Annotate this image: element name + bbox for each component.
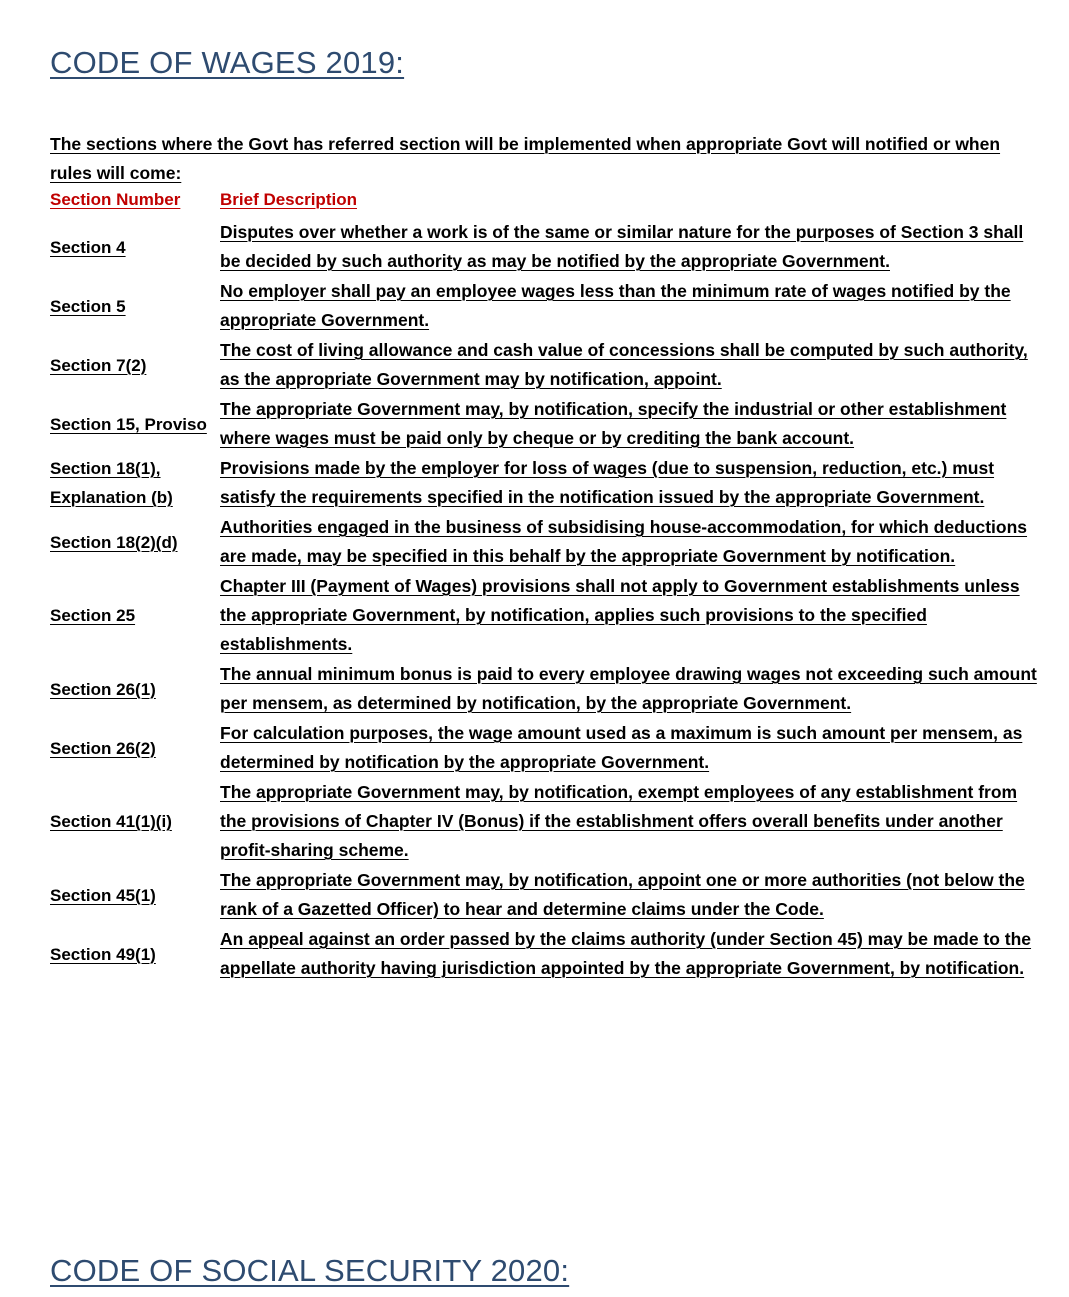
table-row bbox=[50, 277, 1040, 335]
table-row bbox=[50, 660, 1040, 718]
intro-text: The sections where the Govt has referred section will be implemented when appropriate Govt will notified or when rules will come: bbox=[50, 133, 1001, 183]
table-row bbox=[50, 336, 1040, 394]
section-number-text: Section 18(2)(d) bbox=[50, 532, 178, 552]
cell-section-number bbox=[50, 292, 220, 321]
table-row bbox=[50, 218, 1040, 276]
table-row bbox=[50, 866, 1040, 924]
cell-brief-description bbox=[220, 336, 1040, 394]
brief-description-text: The annual minimum bonus is paid to every employee drawing wages not exceeding such amount per mensem, as determined by notification, by the appropriate Government. bbox=[220, 664, 1037, 713]
cell-brief-description bbox=[220, 925, 1040, 983]
table-row bbox=[50, 778, 1040, 865]
section-number-text: Section 41(1)(i) bbox=[50, 812, 172, 831]
table-row bbox=[50, 395, 1040, 453]
table-row bbox=[50, 454, 1040, 512]
page-title-code-of-wages: CODE OF WAGES 2019: bbox=[50, 44, 405, 80]
brief-description-text: Disputes over whether a work is of the same or similar nature for the purposes of Section 3 shall be decided by such authority as may be notified by the appropriate Government. bbox=[220, 222, 1024, 271]
brief-description-text: No employer shall pay an employee wages less than the minimum rate of wages notified by the appropriate Government. bbox=[220, 281, 1011, 330]
cell-section-number bbox=[50, 454, 220, 512]
section-number-text: Section 26(2) bbox=[50, 738, 156, 758]
section-number-text: Section 26(1) bbox=[50, 679, 156, 699]
section-number-text: Section 15, Proviso bbox=[50, 414, 207, 434]
cell-brief-description bbox=[220, 778, 1040, 865]
table-row bbox=[50, 572, 1040, 659]
cell-section-number bbox=[50, 940, 220, 969]
brief-description-text: Provisions made by the employer for loss of wages (due to suspension, reduction, etc.) must satisfy the requirements specified in the notification issued by the appropriate Government. bbox=[220, 458, 995, 507]
intro-paragraph bbox=[50, 130, 1038, 188]
table-header-row bbox=[50, 188, 1040, 212]
table-row bbox=[50, 719, 1040, 777]
brief-description-text: The appropriate Government may, by notification, specify the industrial or other establishment where wages must be paid only by cheque or by crediting the bank account. bbox=[220, 399, 1007, 448]
cell-section-number bbox=[50, 881, 220, 910]
brief-description-text: An appeal against an order passed by the claims authority (under Section 45) may be made to the appellate authority having jurisdiction appointed by the appropriate Government, by notification. bbox=[220, 929, 1032, 978]
brief-description-text: The appropriate Government may, by notification, appoint one or more authorities (not below the rank of a Gazetted Officer) to hear and determine claims under the Code. bbox=[220, 870, 1025, 919]
page-title-code-of-social-security: CODE OF SOCIAL SECURITY 2020: bbox=[50, 1252, 570, 1288]
section-number-text: Section 45(1) bbox=[50, 885, 156, 905]
cell-section-number bbox=[50, 528, 220, 557]
cell-brief-description bbox=[220, 395, 1040, 453]
cell-section-number bbox=[50, 410, 220, 439]
column-header-brief-description: Brief Description bbox=[220, 190, 357, 209]
cell-section-number bbox=[50, 351, 220, 380]
section-number-text: Section 7(2) bbox=[50, 355, 147, 375]
cell-brief-description bbox=[220, 719, 1040, 777]
cell-section-number bbox=[50, 675, 220, 704]
table-body bbox=[50, 218, 1040, 983]
cell-brief-description bbox=[220, 572, 1040, 659]
brief-description-text: The appropriate Government may, by notification, exempt employees of any establishment from the provisions of Chapter IV (Bonus) if the establishment offers overall benefits under another profit-sharing scheme. bbox=[220, 782, 1018, 860]
section-number-text: Section 4 bbox=[50, 237, 126, 257]
cell-brief-description bbox=[220, 513, 1040, 571]
brief-description-text: For calculation purposes, the wage amount used as a maximum is such amount per mensem, as determined by notification by the appropriate Government. bbox=[220, 723, 1023, 772]
column-header-section-number: Section Number bbox=[50, 190, 181, 209]
brief-description-text: Authorities engaged in the business of subsidising house-accommodation, for which deductions are made, may be specified in this behalf by the appropriate Government by notification. bbox=[220, 517, 1028, 566]
section-number-text: Section 49(1) bbox=[50, 944, 156, 964]
table-row bbox=[50, 513, 1040, 571]
cell-brief-description bbox=[220, 218, 1040, 276]
cell-brief-description bbox=[220, 454, 1040, 512]
section-number-text: Section 5 bbox=[50, 296, 126, 316]
cell-section-number bbox=[50, 601, 220, 630]
cell-brief-description bbox=[220, 277, 1040, 335]
cell-brief-description bbox=[220, 660, 1040, 718]
cell-section-number bbox=[50, 807, 220, 836]
brief-description-text: The cost of living allowance and cash value of concessions shall be computed by such authority, as the appropriate Government may by notification, appoint. bbox=[220, 340, 1028, 389]
section-number-text: Section 25 bbox=[50, 606, 136, 625]
sections-table bbox=[50, 188, 1040, 984]
cell-section-number bbox=[50, 734, 220, 763]
brief-description-text: Chapter III (Payment of Wages) provisions shall not apply to Government establishments unless the appropriate Government, by notification, applies such provisions to the specified establishments. bbox=[220, 576, 1020, 654]
cell-brief-description bbox=[220, 866, 1040, 924]
section-number-text: Section 18(1), Explanation (b) bbox=[50, 459, 173, 507]
cell-section-number bbox=[50, 233, 220, 262]
table-row bbox=[50, 925, 1040, 983]
